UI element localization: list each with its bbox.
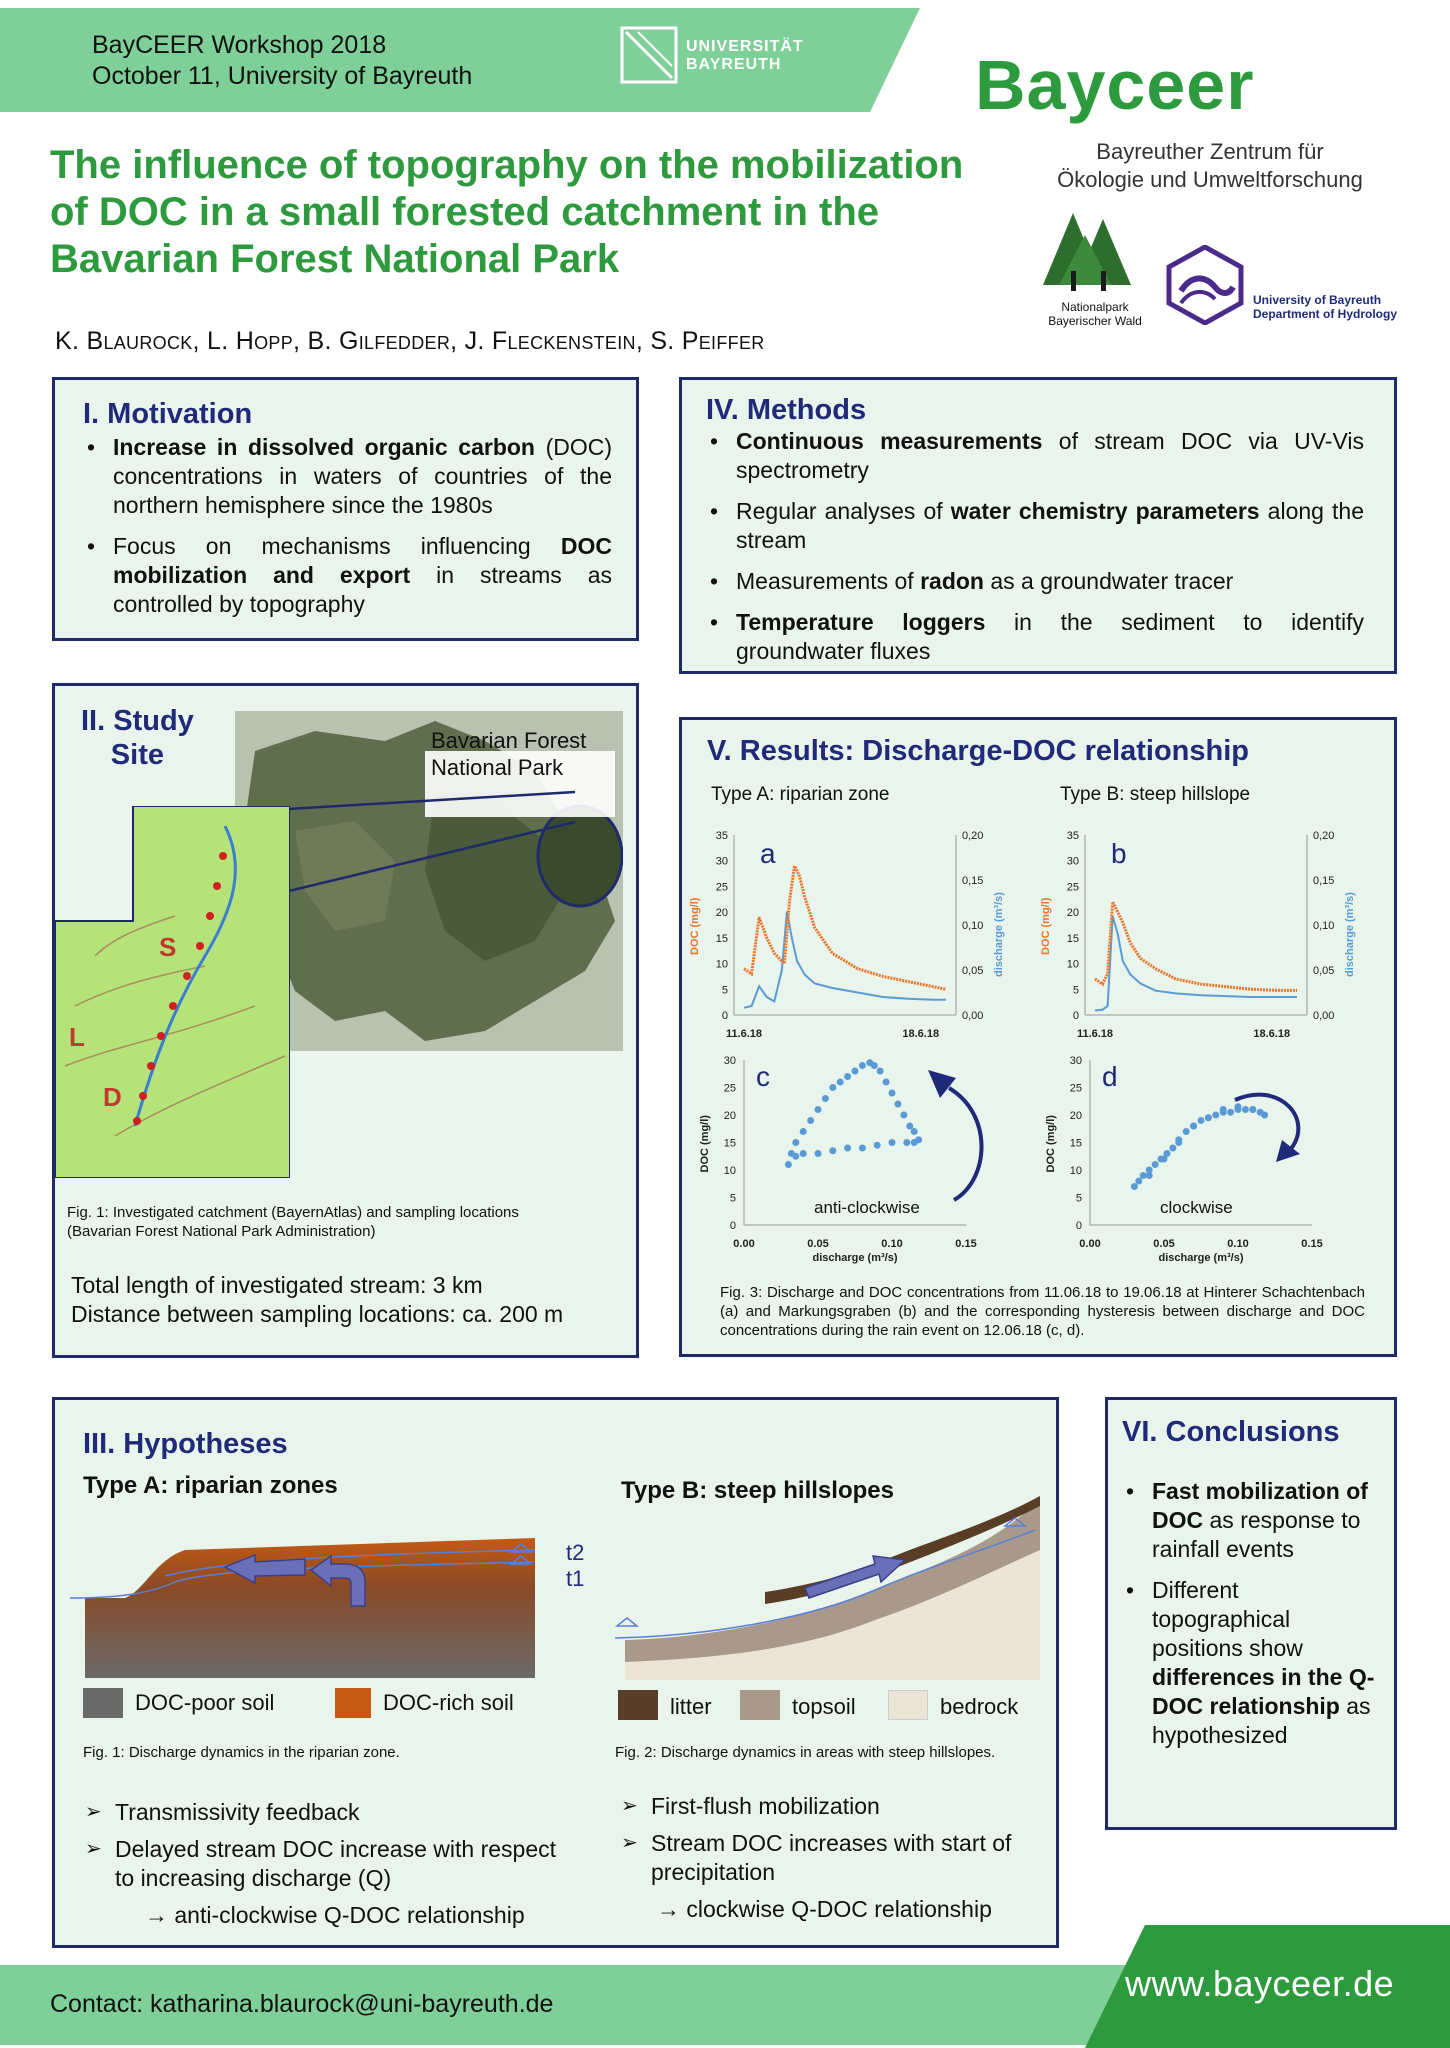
- x-tick-label: 0.10: [1227, 1238, 1249, 1250]
- y-tick-label: 15: [1066, 932, 1079, 945]
- type-b-heading: Type B: steep hillslopes: [621, 1477, 894, 1504]
- methods-bullet-2: [706, 497, 1364, 555]
- type-a-point-1: ➢ Transmissivity feedback: [85, 1798, 565, 1827]
- map-label-line2: National Park: [431, 755, 564, 780]
- methods-box: [679, 377, 1397, 674]
- workshop-name: BayCEER Workshop 2018: [92, 31, 387, 59]
- t2-label: t2: [566, 1540, 585, 1565]
- bayceer-subtitle-1: Bayreuther Zentrum für: [1096, 139, 1324, 164]
- y-axis-label-discharge: discharge (m³/s): [993, 892, 1005, 977]
- legend-doc-rich-swatch: [335, 1688, 371, 1718]
- anticlockwise-arrow-icon: [949, 1088, 982, 1200]
- y-axis-label-doc: DOC (mg/l): [1040, 897, 1052, 955]
- data-point: [837, 1079, 844, 1086]
- data-point: [800, 1128, 807, 1135]
- x-tick-label: 11.6.18: [1076, 1028, 1114, 1040]
- title-line-1: The influence of topography on the mobilization: [50, 143, 964, 187]
- data-point: [1227, 1109, 1234, 1116]
- x-axis-label: discharge (m³/s): [1158, 1252, 1244, 1264]
- y-tick-label: 0: [1072, 1010, 1079, 1022]
- y-tick-label: 35: [715, 830, 728, 842]
- type-a-point-2: ➢ Delayed stream DOC increase with respect to increasing discharge (Q): [85, 1835, 565, 1893]
- bayceer-subtitle-2: Ökologie und Umweltforschung: [1057, 167, 1363, 192]
- data-point: [844, 1073, 851, 1080]
- data-point: [1212, 1112, 1219, 1119]
- contact-email[interactable]: Contact: katharina.blaurock@uni-bayreuth.de: [50, 1990, 554, 2018]
- data-point: [1205, 1114, 1212, 1121]
- website-link[interactable]: www.bayceer.de: [1125, 1963, 1395, 2004]
- legend-doc-poor-swatch: [83, 1688, 123, 1718]
- hydrology-logo-line2: Department of Hydrology: [1253, 307, 1398, 321]
- data-point: [1152, 1161, 1159, 1168]
- data-point: [852, 1068, 859, 1075]
- type-b-subtitle: Type B: steep hillslope: [1060, 784, 1251, 805]
- legend-doc-poor-label: DOC-poor soil: [135, 1690, 275, 1715]
- type-b-result: → clockwise Q-DOC relationship: [657, 1896, 992, 1922]
- y-tick-label: 30: [1066, 855, 1079, 868]
- data-point: [871, 1062, 878, 1069]
- x-tick-label: 11.6.18: [725, 1028, 763, 1040]
- data-point: [800, 1150, 807, 1157]
- methods-bullet-3: [706, 567, 1364, 596]
- data-point: [859, 1062, 866, 1069]
- methods-bullet-2-text-a: Regular analyses of: [736, 498, 951, 524]
- methods-bullet-3-text-b: as a groundwater tracer: [983, 568, 1234, 594]
- data-point: [1135, 1178, 1142, 1185]
- anticlockwise-arrowhead-icon: [928, 1070, 956, 1098]
- x-axis-label: discharge (m³/s): [812, 1252, 898, 1264]
- type-a-subtitle: Type A: riparian zone: [711, 784, 890, 805]
- doc-line: [1095, 902, 1297, 990]
- methods-bullet-1-text: of stream DOC via UV-Vis spectrometry: [736, 428, 1365, 483]
- methods-heading: IV. Methods: [706, 394, 867, 426]
- motivation-bullet-1-bold: Increase in dissolved organic carbon: [113, 434, 535, 460]
- data-point: [1161, 1156, 1168, 1163]
- data-point: [859, 1145, 866, 1152]
- y-axis-label-discharge: discharge (m³/s): [1344, 892, 1356, 977]
- results-caption: Fig. 3: Discharge and DOC concentrations from 11.06.18 to 19.06.18 at Hinterer Schachtenbach (a) and Markungsgraben (b) and the corresponding hysteresis between discharge and DOC concentrations during the rain event on 12.06.18 (c, d).: [720, 1284, 1365, 1339]
- results-heading: V. Results: Discharge-DOC relationship: [707, 735, 1250, 767]
- y2-tick-label: 0,20: [1313, 830, 1335, 842]
- legend-topsoil-swatch: [740, 1690, 780, 1720]
- methods-bullet-2-text-b: along the stream: [736, 498, 1364, 553]
- data-point: [792, 1153, 799, 1160]
- y-tick-label: 25: [715, 881, 728, 894]
- data-point: [1146, 1172, 1153, 1179]
- data-point: [829, 1084, 836, 1091]
- data-point: [883, 1079, 890, 1086]
- results-box: [679, 717, 1397, 1357]
- methods-bullet-4-text: in the sediment to identify groundwater fluxes: [736, 609, 1364, 664]
- y-tick-label: 5: [729, 1192, 736, 1205]
- motivation-bullet-2: [83, 532, 612, 619]
- legend-bedrock-swatch: [888, 1690, 928, 1720]
- motivation-bullet-2-text-b: in streams as controlled by topography: [113, 562, 613, 617]
- title-line-2: of DOC in a small forested catchment in the: [50, 190, 880, 234]
- y-axis-label: DOC (mg/l): [1045, 1115, 1057, 1173]
- motivation-box: [52, 377, 639, 641]
- y-tick-label: 20: [1066, 907, 1079, 920]
- fig1-caption: Fig. 1: Discharge dynamics in the riparian zone.: [83, 1744, 400, 1761]
- y-tick-label: 35: [1066, 830, 1079, 842]
- study-heading-line2: Site: [110, 739, 164, 771]
- methods-bullet-4: [706, 608, 1364, 666]
- type-b-point-1: ➢ First-flush mobilization: [621, 1792, 1041, 1821]
- data-point: [815, 1106, 822, 1113]
- sampling-distance-fact: Distance between sampling locations: ca. 200 m: [71, 1301, 564, 1327]
- motivation-bullet-2-text-a: Focus on mechanisms influencing: [113, 533, 561, 559]
- methods-bullet-3-bold: radon: [920, 568, 984, 594]
- y-tick-label: 30: [1069, 1055, 1082, 1067]
- svg-text:D: D: [103, 1082, 122, 1112]
- panel-label: a: [760, 838, 776, 869]
- stream-level-icon: [617, 1618, 637, 1626]
- panel-label: b: [1111, 838, 1127, 869]
- stream-length-fact: Total length of investigated stream: 3 km: [71, 1272, 483, 1298]
- legend-litter-swatch: [618, 1690, 658, 1720]
- legend-litter-label: litter: [670, 1694, 712, 1719]
- riparian-zone-diagram: [65, 1510, 585, 1690]
- motivation-bullet-1-text: (DOC) concentrations in waters of countries of the northern hemisphere since the 1980s: [113, 434, 612, 518]
- data-point: [900, 1112, 907, 1119]
- y-axis-label-doc: DOC (mg/l): [689, 897, 701, 955]
- results-charts: [682, 720, 1400, 1280]
- np-logo-line2: Bayerischer Wald: [1048, 314, 1142, 328]
- type-b-point-2: ➢ Stream DOC increases with start of precipitation: [621, 1829, 1041, 1887]
- y2-tick-label: 0,20: [962, 830, 984, 842]
- data-point: [903, 1139, 910, 1146]
- y2-tick-label: 0,15: [1313, 875, 1335, 887]
- x-tick-label: 0.05: [807, 1238, 829, 1250]
- y-tick-label: 20: [723, 1110, 736, 1122]
- data-point: [792, 1139, 799, 1146]
- y-tick-label: 25: [1066, 881, 1079, 894]
- hydrology-logo-line1: University of Bayreuth: [1253, 293, 1382, 307]
- y-tick-label: 5: [1072, 984, 1079, 997]
- panel-label: c: [756, 1061, 770, 1092]
- data-point: [906, 1123, 913, 1130]
- y-tick-label: 10: [723, 1165, 736, 1177]
- hysteresis-direction-label: anti-clockwise: [814, 1198, 920, 1217]
- data-point: [815, 1150, 822, 1157]
- data-point: [1249, 1106, 1256, 1113]
- title-line-3: Bavarian Forest National Park: [50, 237, 620, 281]
- study-caption-line2: (Bavarian Forest National Park Administration): [67, 1223, 376, 1240]
- y-tick-label: 10: [715, 958, 728, 971]
- data-point: [1131, 1183, 1138, 1190]
- y-tick-label: 30: [723, 1055, 736, 1067]
- data-point: [1235, 1103, 1242, 1110]
- motivation-heading: I. Motivation: [83, 398, 253, 430]
- conclusions-bullet-1-text: as response to rainfall events: [1152, 1507, 1361, 1562]
- x-tick-label: 18.6.18: [902, 1028, 940, 1040]
- x-tick-label: 0.10: [881, 1238, 903, 1250]
- hypotheses-heading: III. Hypotheses: [83, 1428, 288, 1460]
- methods-bullet-3-text-a: Measurements of: [736, 568, 921, 594]
- y-tick-label: 15: [723, 1137, 736, 1150]
- legend-bedrock-label: bedrock: [940, 1694, 1019, 1719]
- topographic-map: [55, 806, 290, 1178]
- data-point: [844, 1145, 851, 1152]
- x-tick-label: 0.15: [955, 1238, 977, 1250]
- data-point: [877, 1068, 884, 1075]
- y-tick-label: 0: [1075, 1220, 1082, 1232]
- x-tick-label: 0.15: [1301, 1238, 1323, 1250]
- y-tick-label: 5: [721, 984, 728, 997]
- data-point: [1190, 1123, 1197, 1130]
- conclusions-box: [1105, 1397, 1397, 1830]
- motivation-bullet-1: [83, 433, 612, 520]
- y-tick-label: 25: [723, 1082, 736, 1095]
- doc-line: [744, 866, 946, 989]
- data-point: [889, 1090, 896, 1097]
- conclusions-bullet-1-bold: Fast mobilization of DOC: [1152, 1478, 1368, 1533]
- svg-text:S: S: [159, 932, 177, 962]
- university-logo-line1: UNIVERSITÄT: [686, 38, 804, 55]
- data-point: [911, 1139, 918, 1146]
- x-tick-label: 0.05: [1153, 1238, 1175, 1250]
- tree-logo-icon: [1035, 205, 1155, 295]
- data-point: [822, 1095, 829, 1102]
- y2-tick-label: 0,05: [962, 965, 984, 977]
- y2-tick-label: 0,10: [1313, 920, 1335, 932]
- panel-label: d: [1102, 1061, 1118, 1092]
- np-logo-line1: Nationalpark: [1061, 300, 1129, 314]
- conclusions-bullet-2-text-b: as hypothesized: [1152, 1693, 1371, 1748]
- data-point: [1198, 1117, 1205, 1124]
- y-tick-label: 15: [715, 932, 728, 945]
- data-point: [1169, 1145, 1176, 1152]
- x-tick-label: 0.00: [733, 1238, 755, 1250]
- conclusions-bullet-1: [1122, 1477, 1376, 1564]
- methods-bullet-1-bold: Continuous measurements: [736, 428, 1043, 454]
- y2-tick-label: 0,05: [1313, 965, 1335, 977]
- data-point: [807, 1117, 814, 1124]
- workshop-date: October 11, University of Bayreuth: [92, 62, 473, 90]
- data-point: [911, 1128, 918, 1135]
- fig2-caption: Fig. 2: Discharge dynamics in areas with steep hillslopes.: [615, 1744, 996, 1761]
- y-axis-label: DOC (mg/l): [699, 1115, 711, 1173]
- conclusions-bullet-2-bold: differences in the Q-DOC relationship: [1152, 1664, 1375, 1719]
- study-site-box: [52, 683, 639, 1358]
- clockwise-arrow-icon: [1235, 1095, 1298, 1150]
- author-list: K. Blaurock, L. Hopp, B. Gilfedder, J. Fleckenstein, S. Peiffer: [55, 327, 765, 355]
- study-heading-line1: II. Study: [81, 705, 194, 737]
- data-point: [1261, 1112, 1268, 1119]
- hydrology-emblem-icon: [1165, 245, 1245, 325]
- data-point: [874, 1142, 881, 1149]
- y-tick-label: 0: [729, 1220, 736, 1232]
- y-tick-label: 10: [1066, 958, 1079, 971]
- university-emblem-icon: [620, 26, 680, 84]
- x-tick-label: 18.6.18: [1253, 1028, 1291, 1040]
- type-a-result: → anti-clockwise Q-DOC relationship: [145, 1902, 525, 1928]
- conclusions-bullet-2-text-a: Different topographical positions show: [1152, 1577, 1303, 1661]
- svg-text:L: L: [69, 1022, 85, 1052]
- data-point: [894, 1101, 901, 1108]
- study-caption-line1: Fig. 1: Investigated catchment (BayernAtlas) and sampling locations: [67, 1204, 519, 1221]
- university-logo: [620, 26, 820, 86]
- y-tick-label: 20: [1069, 1110, 1082, 1122]
- hillslope-diagram: [605, 1490, 1045, 1690]
- motivation-bullet-2-bold: DOC mobilization and export: [113, 533, 612, 588]
- y-tick-label: 10: [1069, 1165, 1082, 1177]
- conclusions-heading: VI. Conclusions: [1122, 1416, 1340, 1448]
- type-a-heading: Type A: riparian zones: [83, 1472, 338, 1499]
- y2-tick-label: 0,00: [962, 1010, 984, 1022]
- data-point: [1220, 1106, 1227, 1113]
- map-label-line1: Bavarian Forest: [431, 728, 587, 753]
- y-tick-label: 20: [715, 907, 728, 920]
- national-park-logo: [1035, 205, 1155, 328]
- poster-title: [50, 142, 963, 283]
- methods-bullet-1: [706, 427, 1364, 485]
- legend-topsoil-label: topsoil: [792, 1694, 856, 1719]
- data-point: [1183, 1128, 1190, 1135]
- hysteresis-direction-label: clockwise: [1160, 1198, 1233, 1217]
- hypotheses-box: [52, 1397, 1059, 1948]
- data-point: [785, 1161, 792, 1168]
- methods-bullet-4-bold: Temperature loggers: [736, 609, 986, 635]
- y-tick-label: 30: [715, 855, 728, 868]
- data-point: [1175, 1139, 1182, 1146]
- bayceer-wordmark: Bayceer: [975, 46, 1255, 124]
- y-tick-label: 25: [1069, 1082, 1082, 1095]
- methods-bullet-2-bold: water chemistry parameters: [950, 498, 1260, 524]
- conclusions-bullet-2: [1122, 1576, 1376, 1750]
- data-point: [829, 1147, 836, 1154]
- y2-tick-label: 0,00: [1313, 1010, 1335, 1022]
- y-tick-label: 15: [1069, 1137, 1082, 1150]
- data-point: [1242, 1106, 1249, 1113]
- data-point: [889, 1139, 896, 1146]
- y-tick-label: 0: [721, 1010, 728, 1022]
- bayceer-logo: [975, 46, 1305, 124]
- hydrology-logo: [1165, 245, 1415, 325]
- legend-doc-rich-label: DOC-rich soil: [383, 1690, 514, 1715]
- y2-tick-label: 0,10: [962, 920, 984, 932]
- university-logo-line2: BAYREUTH: [686, 56, 782, 73]
- y2-tick-label: 0,15: [962, 875, 984, 887]
- t1-label: t1: [566, 1566, 585, 1591]
- x-tick-label: 0.00: [1079, 1238, 1101, 1250]
- y-tick-label: 5: [1075, 1192, 1082, 1205]
